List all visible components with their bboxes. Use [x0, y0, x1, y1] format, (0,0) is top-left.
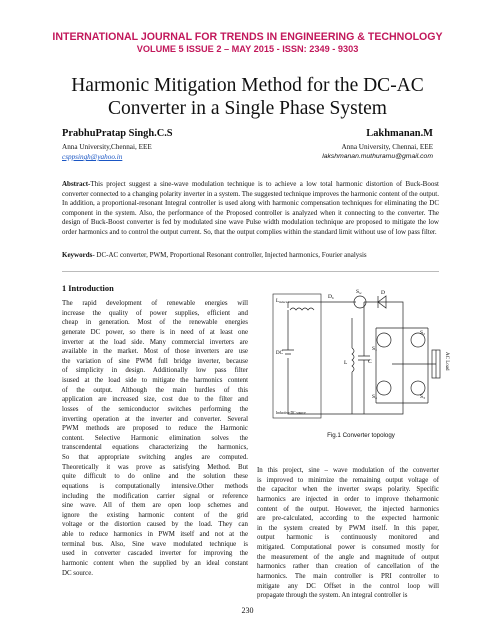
left-column-line: So that appropriate switching angles are computed.	[62, 454, 248, 461]
section-divider	[62, 271, 439, 272]
author-2-name: Lakhmanan.M	[366, 128, 433, 139]
left-column-line: PWM methods are proposed to reduce the Harmonic	[62, 425, 248, 433]
author-1-email-link[interactable]: csppsingh@yahoo.in	[62, 153, 123, 161]
keywords-label: Keywords-	[62, 251, 95, 259]
left-column-line: ignore the existing harmonic content of the grid	[62, 511, 248, 519]
right-column-line: content of the output. However, the injected harmonics	[257, 505, 439, 513]
s2-label: S2	[420, 330, 425, 336]
switch-s1-symbol	[377, 333, 391, 347]
figure-caption: Fig.1 Converter topology	[327, 432, 395, 439]
right-column-line: mitigate any DC Offset in the control loop will	[257, 582, 439, 590]
source-label: DC	[276, 351, 283, 356]
left-column-line: cheap in generation. Most of the renewable energies	[62, 319, 248, 327]
abstract-text: This project suggest a sine-wave modulation technique is to achieve a low total harmonic distortion of Buck-Boost converter connected to a changing polarity inverter in a system. The suggested technique improves the harmonic content of the output. In addition, a proportional-resonant Integral controller is used along with harmonic compensation techniques for eliminating the DC component in the system. Also, the performance of the Proposed controller is analyzed when it connecting to the converter. The design of Buck-Boost converter is fed by modulated sine wave Pulse width modulation technique are proposed to mitigate the low order harmonics and to control the output current. So, that the output complies within the standard limit without use of low pass filter.	[62, 180, 439, 236]
s3-label: S3	[420, 394, 425, 400]
right-column-line: the measurement of the angle and magnitude of output	[257, 553, 439, 561]
left-column-line: losses of the semiconductor switches performing the	[62, 405, 248, 413]
left-column-line: content. Selective Harmonic elimination solves the	[62, 434, 248, 442]
left-column-line: used in converter cascaded inverter for improving the	[62, 550, 248, 558]
left-column-text	[62, 299, 248, 578]
left-column-line: The rapid development of renewable energies will	[62, 300, 248, 307]
author-2-email: lakshmanan.muthuramu@gmail.com	[322, 153, 433, 160]
author-1-affiliation: Anna University,Chennai, EEE	[62, 143, 152, 151]
s1-label: S1	[372, 346, 377, 352]
right-column-line: mitigated. Computational power is consumed mostly for	[257, 544, 439, 551]
source-box	[273, 294, 321, 418]
right-column-line: propagate through the system. An integral controller is	[257, 592, 408, 600]
section-heading: 1 Introduction	[62, 284, 114, 293]
ac-load-label: AC Load	[444, 352, 449, 371]
title-line-1: Harmonic Mitigation Method for the DC-AC	[71, 75, 424, 96]
left-column-line: Theoretically it was prove as satisfying Method. But	[62, 463, 248, 471]
inductor-symbol	[290, 308, 314, 310]
inductive-dc-source-label: Inductive DC source	[276, 411, 306, 415]
title-line-2: Converter in a Single Phase System	[108, 98, 387, 119]
diode-db-label: Db	[328, 294, 334, 300]
diode-d-label: D	[381, 290, 385, 296]
mid-inductor-symbol	[352, 318, 354, 414]
left-column-line: of the output. Although the main hurdles of this	[62, 386, 248, 394]
right-column-line: are pre-calculated, according to the expected harmonic	[257, 515, 439, 523]
author-1-name: PrabhuPratap Singh.C.S	[62, 128, 173, 139]
inductor-label: $L_{inductor}$	[276, 299, 290, 304]
right-column-line: harmonics. The main controller is PRI controller to	[257, 572, 439, 580]
left-column-line: application are increased size, cost due to the filter and	[62, 396, 248, 404]
abstract-label: Abstract-	[62, 180, 91, 188]
capacitor-label: C	[368, 359, 372, 365]
left-column-line: transcendental equations characterizing the harmonics,	[62, 444, 248, 452]
left-column-line: sine wave. All of them are open loop schemes and	[62, 502, 248, 510]
left-column-line: quite difficult to do online and the solution these	[62, 473, 248, 481]
left-column-line: inverting operation at the inverter and converter. Several	[62, 415, 248, 423]
keywords-text: DC-AC converter, PWM, Proportional Resonant controller, Injected harmonics, Fourier analysis	[94, 251, 367, 259]
keywords	[62, 251, 439, 261]
switch-s4-symbol	[377, 381, 391, 395]
right-column-line: harmonics are injected in order to improve theharmonic	[257, 495, 439, 503]
journal-issue: VOLUME 5 ISSUE 2 – MAY 2015 - ISSN: 2349 - 9303	[136, 44, 359, 54]
left-column-line: the variation of sine PWM full bridge inverter, because	[62, 357, 248, 365]
capacitor-symbol	[358, 302, 370, 414]
right-column-line: the capacitor when the inverter swaps polarity. Specific	[257, 486, 439, 494]
left-column-line: equations is computationally intensive.Other methods	[62, 482, 248, 490]
right-column-line: is improved to minimize the remaining output voltage of	[257, 476, 439, 484]
left-column-line: available in the market. Most of those inverters are use	[62, 348, 248, 356]
journal-name: INTERNATIONAL JOURNAL FOR TRENDS IN ENGINEERING & TECHNOLOGY	[52, 31, 443, 43]
left-column-line: DC source.	[62, 569, 94, 577]
page-number: 230	[241, 606, 254, 615]
left-column-line: generate DC power, so there is in need of at least one	[62, 328, 248, 336]
left-column-line: harmonic content when the supplied by an ideal constant	[62, 559, 248, 567]
left-column-line: terminal bus. Also, Sine wave modulated technique is	[62, 540, 248, 548]
abstract	[62, 180, 439, 238]
left-column-line: including the modification carrier signal or reference	[62, 492, 248, 500]
left-column-line: of simplicity in design. Additionally low pass filter	[62, 367, 248, 375]
switch-s3-symbol	[411, 381, 425, 395]
right-column-line: harmonics rather than creation of cancellation of the	[257, 563, 439, 571]
left-column-line: isused at the load side to mitigate the harmonics content	[62, 377, 248, 384]
paper-title	[40, 74, 455, 120]
converter-topology-figure	[268, 288, 448, 428]
switch-sw-label: Sw	[356, 289, 362, 295]
left-column-line: voltage or the distortion caused by the load. They can	[62, 521, 248, 529]
right-column-line: in the system created by PWM itself. In this paper,	[257, 524, 439, 532]
mid-inductor-label: L	[344, 360, 348, 366]
left-column-line: increase the quality of power supplies, efficient and	[62, 309, 248, 317]
right-column-text	[257, 466, 439, 601]
left-column-line: inverter at the load side. Many commercial inverters are	[62, 338, 248, 346]
author-2-affiliation: Anna University, Chennai, EEE	[341, 143, 433, 151]
s4-label: S4	[372, 394, 377, 400]
left-column-line: able to reduce harmonics in PWM itself and not at the	[62, 531, 248, 538]
right-column-line: In this project, sine – wave modulation of the converter	[257, 467, 439, 474]
right-column-line: output harmonic is continuously monitored and	[257, 534, 439, 542]
